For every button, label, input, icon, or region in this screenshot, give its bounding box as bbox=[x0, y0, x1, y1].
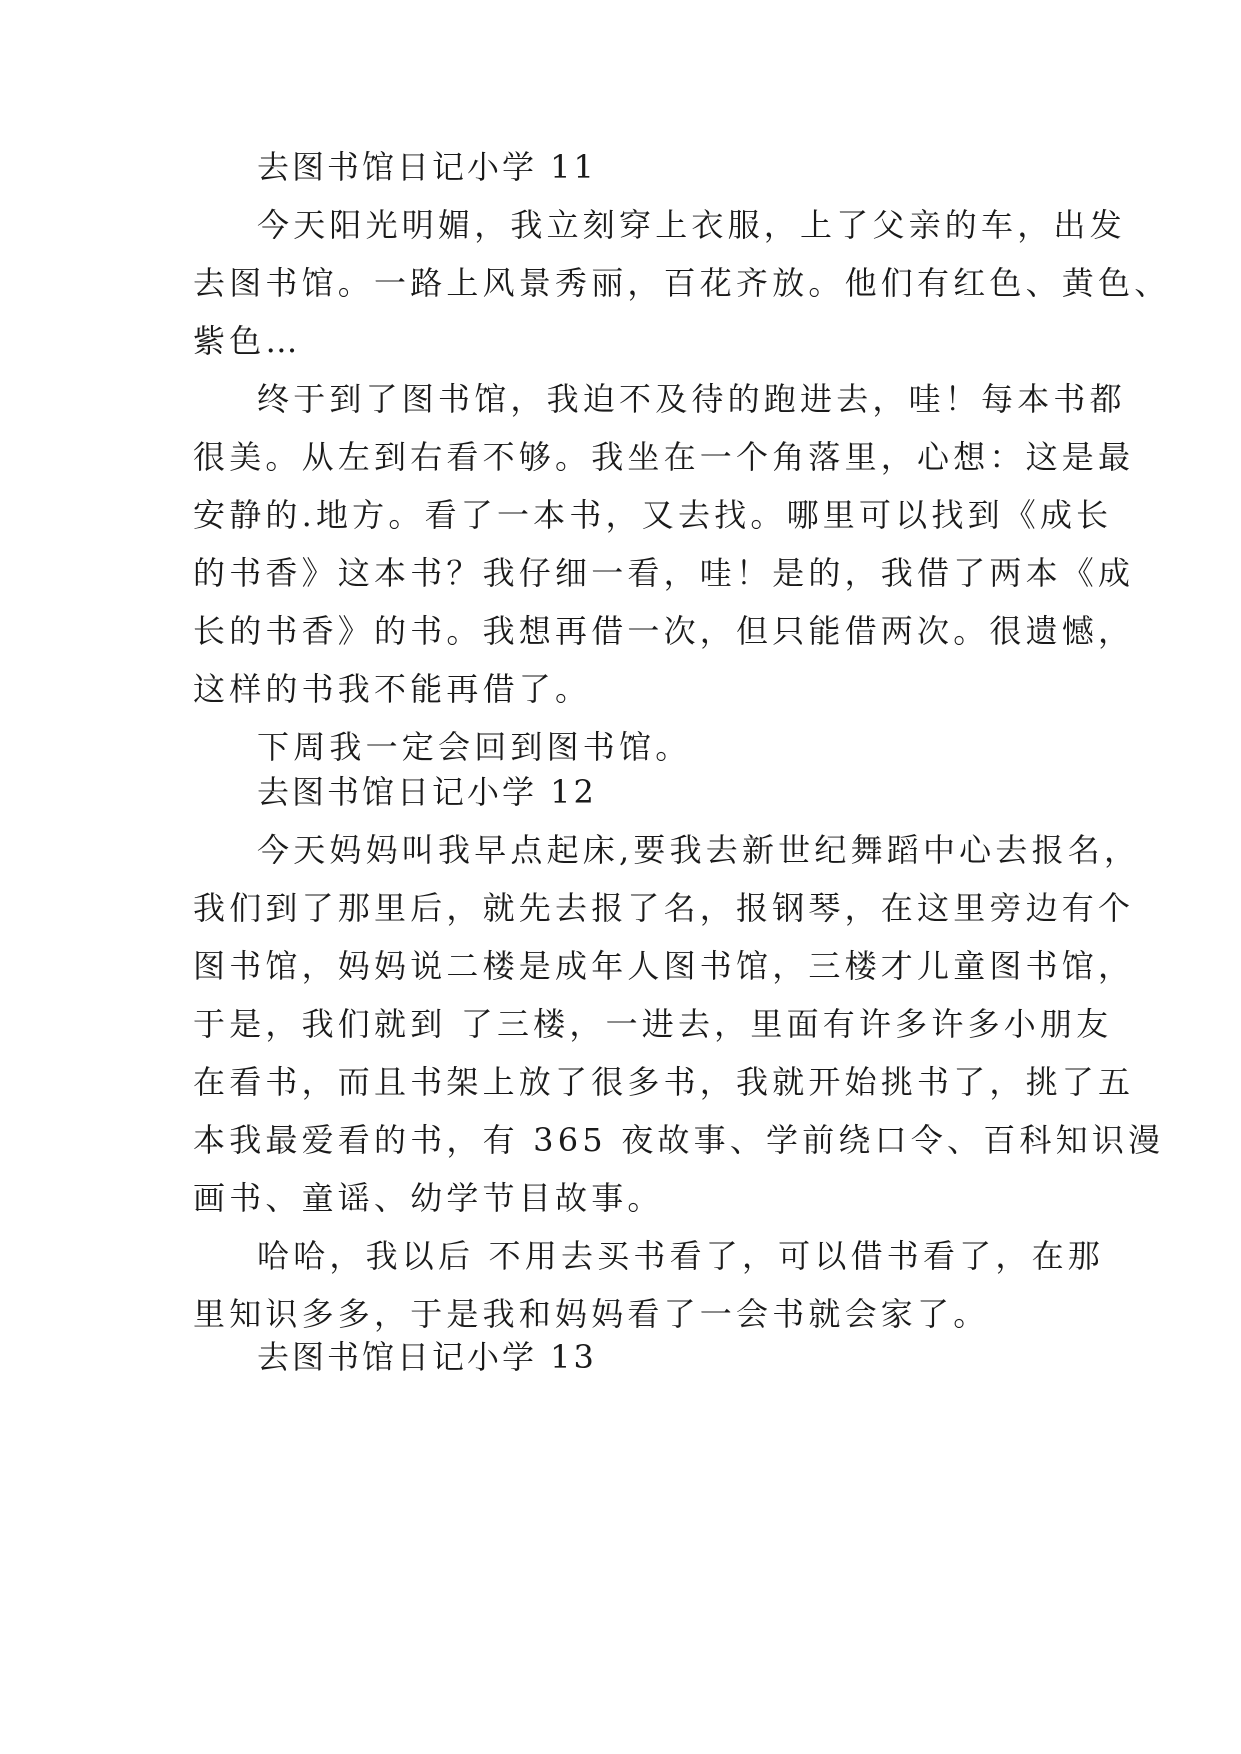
text-line: 于是，我们就到 了三楼，一进去，里面有许多许多小朋友 bbox=[193, 1005, 1113, 1043]
text-line: 安静的.地方。看了一本书，又去找。哪里可以找到《成长 bbox=[193, 496, 1113, 534]
paragraph bbox=[193, 370, 1135, 718]
text-line: 我们到了那里后，就先去报了名，报钢琴，在这里旁边有个 bbox=[193, 889, 1135, 927]
text-line: 本我最爱看的书，有 365 夜故事、学前绕口令、百科知识漫 bbox=[193, 1121, 1165, 1159]
text-line: 终于到了图书馆，我迫不及待的跑进去，哇！每本书都 bbox=[257, 380, 1126, 418]
text-line: 图书馆，妈妈说二楼是成年人图书馆，三楼才儿童图书馆， bbox=[193, 947, 1135, 985]
entry-title: 去图书馆日记小学 11 bbox=[257, 148, 597, 186]
paragraph bbox=[193, 821, 1165, 1227]
diary-entry-12 bbox=[193, 763, 1165, 1343]
text-line: 紫色… bbox=[193, 322, 302, 360]
text-line: 这样的书我不能再借了。 bbox=[193, 670, 592, 708]
text-line: 画书、童谣、幼学节目故事。 bbox=[193, 1179, 664, 1217]
text-line: 去图书馆。一路上风景秀丽，百花齐放。他们有红色、黄色、 bbox=[193, 264, 1171, 302]
text-line: 里知识多多，于是我和妈妈看了一会书就会家了。 bbox=[193, 1295, 990, 1333]
text-line: 长的书香》的书。我想再借一次，但只能借两次。很遗憾， bbox=[193, 612, 1135, 650]
paragraph bbox=[193, 1227, 1104, 1343]
text-line: 今天阳光明媚，我立刻穿上衣服，上了父亲的车，出发 bbox=[257, 206, 1126, 244]
text-line: 的书香》这本书？我仔细一看，哇！是的，我借了两本《成 bbox=[193, 554, 1135, 592]
entry-title: 去图书馆日记小学 13 bbox=[257, 1338, 597, 1376]
text-line: 今天妈妈叫我早点起床,要我去新世纪舞蹈中心去报名， bbox=[257, 831, 1141, 869]
entry-title: 去图书馆日记小学 12 bbox=[257, 773, 597, 811]
text-line: 很美。从左到右看不够。我坐在一个角落里，心想：这是最 bbox=[193, 438, 1135, 476]
text-line: 哈哈，我以后 不用去买书看了，可以借书看了，在那 bbox=[257, 1237, 1104, 1275]
text-line: 在看书，而且书架上放了很多书，我就开始挑书了，挑了五 bbox=[193, 1063, 1135, 1101]
diary-entry-13 bbox=[193, 1328, 1055, 1386]
paragraph bbox=[193, 196, 1171, 370]
diary-entry-11 bbox=[193, 138, 1171, 776]
text-line: 下周我一定会回到图书馆。 bbox=[257, 728, 692, 766]
